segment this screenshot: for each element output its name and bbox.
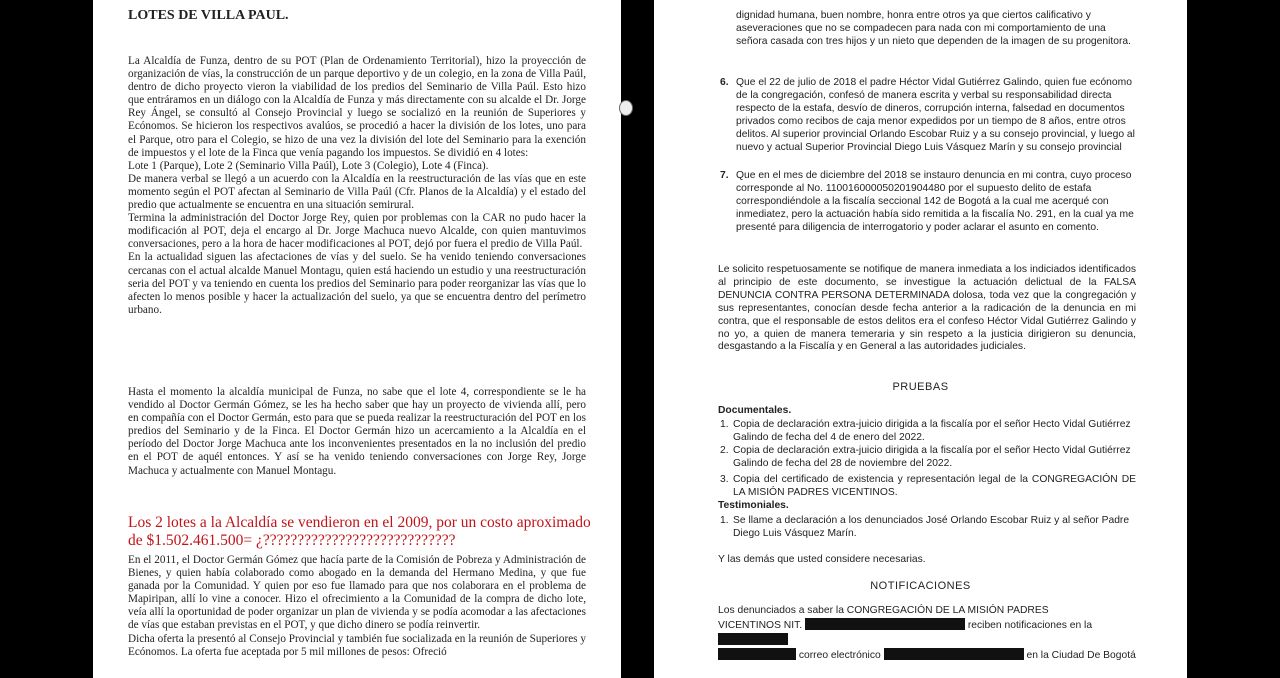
item-7-text: Que en el mes de diciembre del 2018 se instauro denuncia en mi contra, cuyo proceso corresponde al No. 110016000050201904480 por el supuesto delito de estafa correspondiéndole a la fiscalía seccional 142 de Bogotá a la cual me acerqué con inmediatez, pero la actuación había sido remitida a la fiscalía No. 291, en la cual ya me presenté para diligencia de interrogatorio y poder aclarar el asunto en comento. — [736, 170, 1134, 233]
paragraph-group-3 — [128, 554, 586, 659]
redaction-block — [718, 648, 796, 660]
red-heading: Los 2 lotes a la Alcaldía se vendieron en el 2009, por un costo aproximado de $1.502.461.500= ¿???????????????????????????? — [128, 514, 591, 549]
item-6-text: Que el 22 de julio de 2018 el padre Héctor Vidal Gutiérrez Galindo, quien fue ecónomo de la congregación, confesó de manera escrita y verbal su responsabilidad directa respecto de la estafa, desvío de dineros, corrupción interna, falsedad en documentos privados como recibos de caja menor expedidos por un tiempo de 8 años, entre otros delitos. Al superior provincial Orlando Escobar Ruiz y a su consejo provincial, y luego al nuevo y actual Superior Provincial Diego Luis Vásquez Marín y su consejo provincial — [736, 77, 1135, 153]
testimoniales-label: Testimoniales. — [718, 500, 789, 511]
testimonial-item-1: Se llame a declaración a los denunciados José Orlando Escobar Ruiz y al señor Padre Diego Luis Vásquez Marín. — [733, 515, 1130, 539]
item-number: 6. — [720, 77, 729, 88]
item-number: 3. — [720, 474, 729, 485]
evidence-item-2: Copia de declaración extra-juicio dirigida a la fiscalía por el señor Hecto Vidal Gutiérrez Galindo de fecha del 28 de noviembre del 2022. — [733, 445, 1131, 469]
notification-text: en la Ciudad De Bogotá — [1026, 649, 1136, 661]
item-number: 7. — [720, 170, 729, 181]
paragraph: Hasta el momento la alcaldía municipal de Funza, no sabe que el lote 4, correspondiente se le ha vendido al Doctor Germán Gómez, se les ha hecho saber que hay un proyecto de vivienda allí, pero en compañía con el Doctor Germán, esto para que se pueda realizar la reestructuración del POT en los predios del Seminario y de la Finca. El Doctor Germán hizo un acercamiento a la Alcaldía en el período del Doctor Jorge Machuca ante los inconvenientes presentados en la no inclusión del predio en el POT de aquél entonces. Y así se ha venido teniendo conversaciones con Jorge Rey, Jorge Machuca y actualmente con Manuel Montagu. — [128, 386, 586, 477]
closing-line: Y las demás que usted considere necesarias. — [718, 554, 926, 565]
item-number: 1. — [720, 515, 729, 526]
paragraph: Lote 1 (Parque), Lote 2 (Seminario Villa Paúl), Lote 3 (Colegio), Lote 4 (Finca). — [128, 159, 489, 172]
redaction-block — [718, 633, 788, 645]
paragraph: De manera verbal se llegó a un acuerdo con la Alcaldía en la reestructuración de las vías que en este momento según el POT afectan al Seminario de Villa Paúl (Cfr. Planos de la Alcaldía) y el estado del predio que actualmente se encuentra en una situación semirural. — [128, 172, 586, 212]
left-document-page — [93, 0, 621, 678]
item-number: 1. — [720, 419, 729, 430]
pruebas-heading: PRUEBAS — [892, 381, 949, 393]
notificaciones-heading: NOTIFICACIONES — [870, 580, 971, 592]
cursor-indicator-icon — [619, 100, 633, 116]
notification-line-3 — [718, 648, 1138, 663]
item-number: 2. — [720, 445, 729, 456]
request-paragraph: Le solicito respetuosamente se notifique de manera inmediata a los indiciados identificados al principio de este documento, se investigue la actuación delictual de la FALSA DENUNCIA CONTRA PERSONA DETERMINADA dolosa, toda vez que la congregación y sus representantes, conocían desde fecha anterior a la radicación de la denuncia en mi contra, que el responsable de estos delitos era el confeso Héctor Vidal Gutiérrez Galindo y no yo, a quien de manera temeraria y sin respeto a la justicia dirigieron su denuncia, desgastando a la Fiscalía y en General a las autoridades judiciales. — [718, 264, 1136, 353]
paragraph: Dicha oferta la presentó al Consejo Provincial y también fue socializada en la reunión de Superiores y Ecónomos. La oferta fue aceptada por 5 mil millones de pesos: Ofreció — [128, 632, 586, 658]
paragraph-group-1 — [128, 55, 586, 317]
evidence-item-3: Copia del certificado de existencia y representación legal de la CONGREGACIÓN DE LA MISIÓN PADRES VICENTINOS. — [733, 474, 1136, 498]
notification-text: correo electrónico — [798, 649, 881, 661]
paragraph: La Alcaldía de Funza, dentro de su POT (Plan de Ordenamiento Territorial), hizo la proyección de organización de vías, la construcción de un parque deportivo y de un colegio, en la zona de Villa Paúl, dentro de dicho proyecto vieron la viabilidad de los predios del Seminario de Villa Paúl. Esto hizo que entráramos en un diálogo con la Alcaldía de Funza y más directamente con su alcalde el Dr. Jorge Rey Ángel, se consultó al Consejo Provincial y luego se socializó en la reunión de Superiores y Ecónomos. Se hicieron los respectivos avalúos, se procedió a hacer la división de los lotes, uno para el Parque, otro para el Colegio, se hizo de una vez la división del lote del Seminario para la exención de impuestos y el lote de la Finca que venía pagando los impuestos. Se dividió en 4 lotes: — [128, 55, 586, 159]
right-document-page — [654, 0, 1187, 678]
documentales-label: Documentales. — [718, 405, 792, 416]
paragraph-group-2 — [128, 386, 586, 478]
notification-line-1: Los denunciados a saber la CONGREGACIÓN DE LA MISIÓN PADRES — [718, 605, 1049, 616]
notification-text: VICENTINOS NIT. — [718, 619, 803, 631]
continuation-text: dignidad humana, buen nombre, honra entre otros ya que ciertos calificativo y aseveraciones que no se compadecen para nada con mi comportamiento de una señora casada con tres hijos y un nieto que dependen de la imagen de su progenitora. — [736, 10, 1131, 47]
redaction-block — [805, 618, 965, 630]
notifications-paragraph — [718, 605, 1138, 663]
notification-text: reciben notificaciones en la — [967, 619, 1093, 631]
paragraph: En el 2011, el Doctor Germán Gómez que hacía parte de la Comisión de Pobreza y Administración de Bienes, y quien había colaborado como abogado en la demanda del Hermano Medina, y que fue ganada por la Comunidad. Y quien por eso fue llamado para que nos colaborara en el problema de Mapiripan, allí lo vine a conocer. Hizo el ofrecimiento a la Comunidad de la compra de dicho lote, veía allí la oportunidad de poder organizar un plan de vivienda y se podía acomodar a las afectaciones de vías que estaban previstas en el POT, y que dicho dinero se podía reinvertir. — [128, 554, 586, 632]
redaction-block — [884, 648, 1024, 660]
paragraph: En la actualidad siguen las afectaciones de vías y del suelo. Se ha venido teniendo conversaciones cercanas con el actual alcalde Manuel Montagu, quien está haciendo un estudio y una reestructuración seria del POT y va teniendo en cuenta los predios del Seminario para poder reorganizar las vías que lo afecten lo menos posible y hacer la actualización del suelo, ya que se encuentra dentro del perímetro urbano. — [128, 251, 586, 316]
page-title: LOTES DE VILLA PAUL. — [128, 8, 289, 23]
evidence-item-1: Copia de declaración extra-juicio dirigida a la fiscalía por el señor Hecto Vidal Gutiérrez Galindo de fecha del 4 de enero del 2022. — [733, 419, 1131, 443]
paragraph: Termina la administración del Doctor Jorge Rey, quien por problemas con la CAR no pudo hacer la modificación al POT, deja el encargo al Dr. Jorge Machuca nuevo Alcalde, con quien mantuvimos conversaciones, pero a la hora de hacer modificaciones al POT, dejó por fuera el predio de Villa Paúl. — [128, 212, 586, 251]
notification-line-2 — [718, 618, 1138, 648]
